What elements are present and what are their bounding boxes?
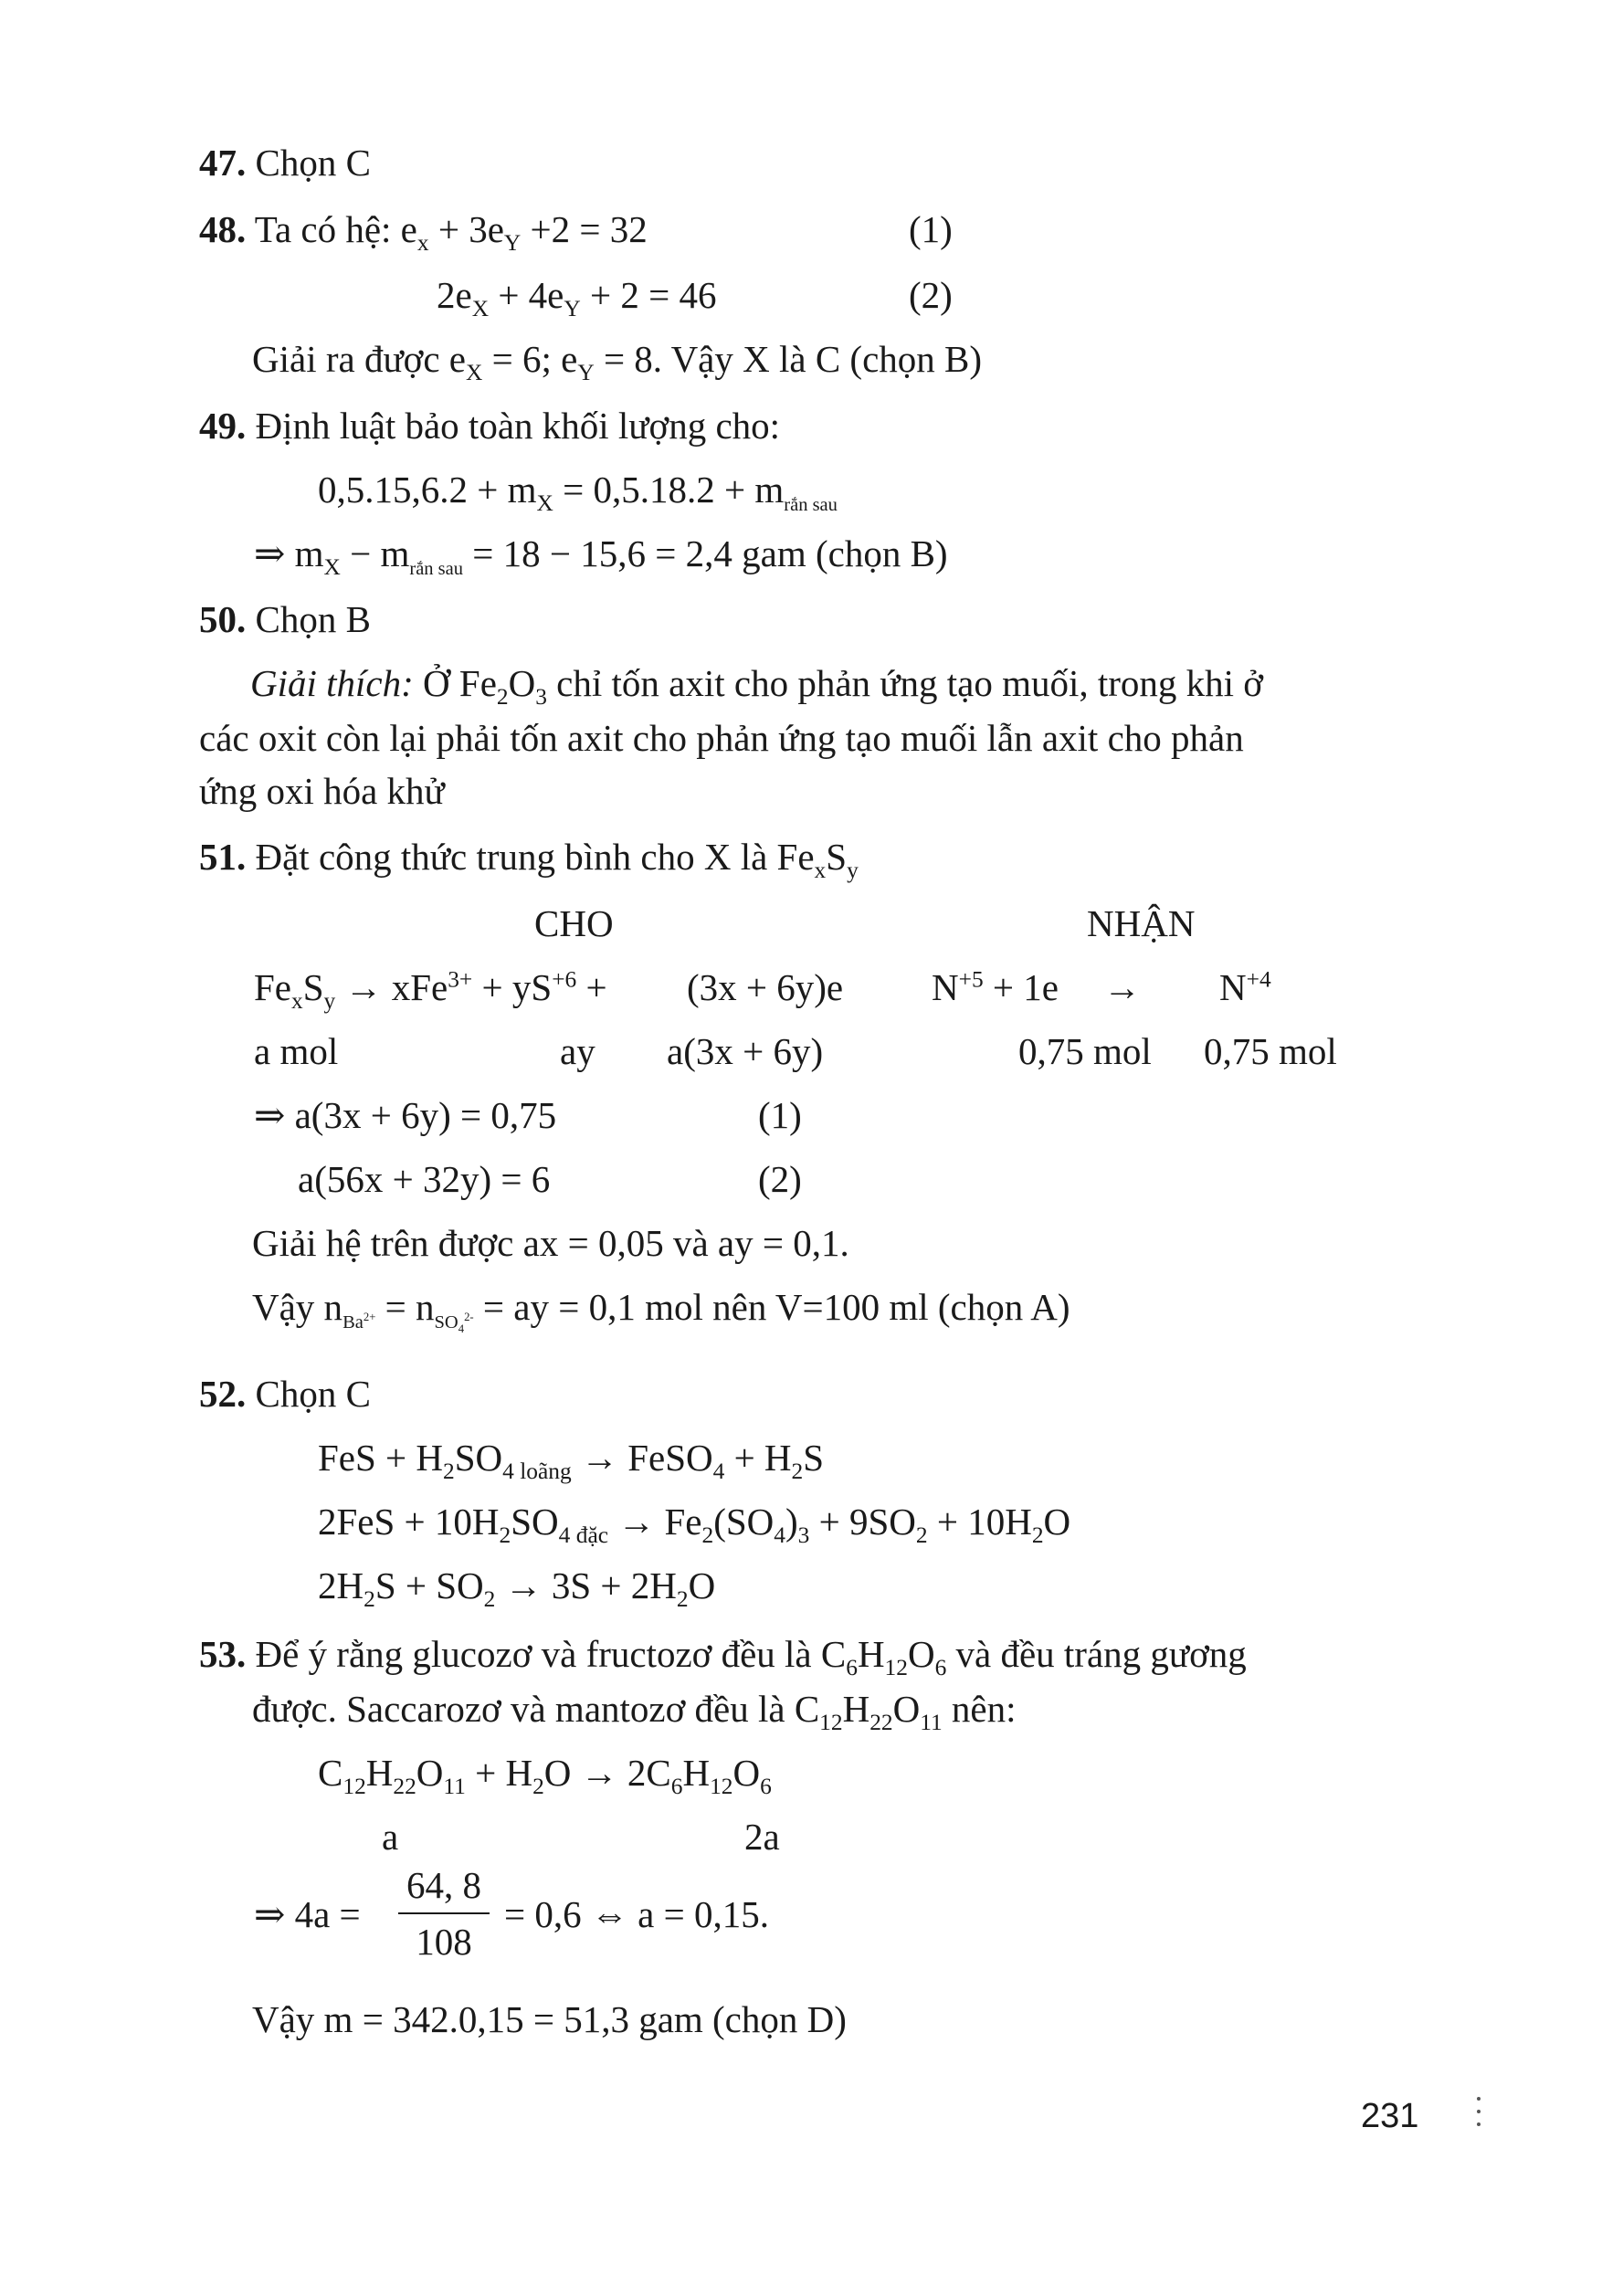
superscript: +4 [1246, 966, 1271, 993]
text: ) [785, 1501, 798, 1543]
subscript [559, 1522, 608, 1548]
item-number: 49. [199, 405, 247, 447]
subscript: 22 [869, 1710, 893, 1736]
arrow: → [1103, 966, 1141, 1008]
item-51-eq-2: a(56x + 32y) = 6 [298, 1158, 551, 1200]
subscript: 11 [920, 1710, 943, 1736]
text: O [1043, 1501, 1071, 1543]
text: H [682, 1752, 711, 1794]
fraction-left: ⇒ 4a = [254, 1893, 361, 1935]
item-number: 48. [199, 208, 247, 250]
subscript: Y [577, 360, 595, 386]
item-text: Chọn C [255, 142, 371, 184]
text: N [932, 966, 959, 1008]
equation-tag: (2) [758, 1158, 802, 1200]
subscript: rắn sau [409, 559, 464, 580]
item-47 [199, 139, 371, 186]
text: SO [454, 1437, 503, 1479]
subscript: 6 [670, 1774, 683, 1800]
text: Vậy n [252, 1286, 343, 1328]
text: H [857, 1633, 885, 1675]
text: + [576, 966, 607, 1008]
item-number: 53. [199, 1633, 247, 1675]
item-51-line-solve: Giải hệ trên được ax = 0,05 và ay = 0,1. [252, 1222, 849, 1264]
subscript: 2 [483, 1586, 496, 1613]
subscript: Y [503, 230, 522, 257]
scan-speck [1477, 2097, 1481, 2101]
text: S [826, 836, 848, 878]
item-52-eq-3 [318, 1562, 716, 1613]
text: O [688, 1564, 716, 1606]
electrons-given: (3x + 6y)e [687, 966, 844, 1008]
subscript: 11 [443, 1774, 466, 1800]
item-48-line-2 [437, 271, 717, 322]
fraction-bar [398, 1912, 490, 1914]
subscript: Y [564, 296, 581, 322]
column-head-give: CHO [534, 902, 614, 944]
mole-electrons: a(3x + 6y) [667, 1030, 824, 1072]
item-48-line-3 [252, 335, 983, 386]
text: = 0,5.18.2 + m [553, 469, 785, 511]
text: Ở Fe [413, 662, 497, 704]
text: nên: [942, 1688, 1017, 1730]
text: (SO [713, 1501, 775, 1543]
subscript: 12 [819, 1710, 843, 1736]
text: Ta có hệ: e [254, 208, 417, 250]
text: H [365, 1752, 394, 1794]
item-53-line-2 [252, 1685, 1017, 1736]
text: → FeSO [571, 1437, 713, 1479]
superscript: +6 [552, 966, 577, 993]
subscript: 6 [934, 1655, 947, 1681]
text: S + SO [374, 1564, 484, 1606]
subscript: X [471, 296, 490, 322]
subscript: 12 [343, 1774, 366, 1800]
text: → Fe [608, 1501, 702, 1543]
text: 2H [318, 1564, 364, 1606]
item-number: 52. [199, 1373, 247, 1415]
text: + H [465, 1752, 533, 1794]
text: O → 2C [543, 1752, 671, 1794]
subscript: 4 [458, 1322, 465, 1336]
subscript: 2 [915, 1522, 928, 1549]
fraction-numerator: 64, 8 [406, 1864, 481, 1906]
text: + 2 = 46 [580, 274, 717, 316]
text: Chọn B [255, 598, 371, 640]
subscript [434, 1311, 474, 1336]
item-number: 47. [199, 142, 247, 184]
text: đặc [575, 1522, 608, 1549]
subscript: 2 [443, 1459, 455, 1485]
text: S [302, 966, 324, 1008]
subscript: 6 [760, 1774, 772, 1800]
text: và đều tráng gương [946, 1633, 1247, 1675]
subscript: 12 [710, 1774, 733, 1800]
subscript: 6 [846, 1655, 858, 1681]
equation-tag: (2) [909, 274, 953, 316]
scan-speck [1477, 2110, 1481, 2113]
text: = n [375, 1286, 435, 1328]
text: loãng [520, 1459, 572, 1485]
text: SO [511, 1501, 559, 1543]
subscript: X [323, 554, 341, 581]
item-52-line-1 [199, 1370, 371, 1417]
item-51-reaction-receive [932, 964, 1059, 1011]
subscript: 3 [535, 684, 547, 711]
item-52-eq-1 [318, 1434, 825, 1485]
item-53-line-1 [199, 1630, 1247, 1681]
text: +2 = 32 [521, 208, 648, 250]
item-48-line-1 [199, 205, 648, 257]
subscript: 4 [712, 1459, 725, 1485]
column-head-receive: NHẬN [1087, 902, 1196, 944]
item-51-line-1 [199, 833, 859, 884]
text: + 10H [927, 1501, 1032, 1543]
item-52-eq-2 [318, 1498, 1071, 1549]
subscript: 2 [1031, 1522, 1044, 1549]
text: 2FeS + 10H [318, 1501, 500, 1543]
subscript: rắn sau [784, 495, 838, 516]
subscript [343, 1312, 375, 1332]
text: C [318, 1752, 343, 1794]
item-51-reaction-give [254, 964, 607, 1015]
subscript: 2 [496, 684, 509, 711]
text: FeS + H [318, 1437, 444, 1479]
text: Đặt công thức trung bình cho X là Fe [255, 836, 815, 878]
text: Ba [343, 1312, 364, 1333]
text: = 8. Vậy X là C (chọn B) [594, 338, 983, 380]
subscript: X [466, 360, 483, 386]
item-49-eq-2 [254, 530, 948, 581]
subscript: 12 [884, 1655, 908, 1681]
subscript: 22 [393, 1774, 416, 1800]
superscript: 2- [464, 1311, 474, 1324]
subscript: 2 [499, 1522, 511, 1549]
text: → 3S + 2H [495, 1564, 677, 1606]
text: + 1e [983, 966, 1059, 1008]
text: + 9SO [809, 1501, 916, 1543]
text: 4 [558, 1522, 571, 1549]
item-53-eq-1 [318, 1749, 772, 1800]
text: N [1219, 966, 1247, 1008]
subscript: y [847, 858, 859, 884]
fraction-denominator: 108 [416, 1921, 472, 1963]
text: 0,5.15,6.2 + m [318, 469, 537, 511]
subscript: 4 [774, 1522, 785, 1549]
text: = 18 − 15,6 = 2,4 gam (chọn B) [463, 532, 948, 574]
text: + 3e [428, 208, 504, 250]
text: O [416, 1752, 444, 1794]
fraction [398, 1861, 490, 1965]
text: + 4e [489, 274, 564, 316]
text: được. Saccarozơ và mantozơ đều là C [252, 1688, 820, 1730]
text: = ay = 0,1 mol nên V=100 ml (chọn A) [473, 1286, 1070, 1328]
item-51-eq-1: ⇒ a(3x + 6y) = 0,75 [254, 1094, 557, 1136]
superscript: 2+ [363, 1311, 376, 1324]
subscript: 2 [364, 1586, 375, 1613]
mole-a: a mol [254, 1030, 339, 1072]
equation-tag: (1) [909, 208, 953, 250]
mole-received: 0,75 mol [1018, 1030, 1152, 1072]
subscript: x [291, 988, 303, 1015]
subscript: X [536, 490, 553, 517]
text: ⇒ m [254, 532, 324, 574]
item-49-eq-1 [318, 466, 838, 517]
text: SO [434, 1312, 458, 1333]
item-50-line-4: ứng oxi hóa khử [199, 770, 445, 812]
item-50-line-2 [250, 659, 1263, 711]
text: O [892, 1688, 921, 1730]
page-number: 231 [1361, 2097, 1419, 2135]
fraction-right: = 0,6 ⇔ a = 0,15. [504, 1893, 769, 1935]
text: Để ý rằng glucozơ và fructozơ đều là C [255, 1633, 847, 1675]
text: → xFe [335, 966, 448, 1008]
text: Fe [254, 966, 291, 1008]
item-number: 50. [199, 598, 247, 640]
subscript: x [416, 230, 429, 257]
text: + H [724, 1437, 792, 1479]
text: O [907, 1633, 935, 1675]
scan-speck [1477, 2122, 1481, 2126]
subscript: x [814, 858, 827, 884]
text: = 6; e [482, 338, 578, 380]
superscript: 3+ [448, 966, 473, 993]
text: 2e [437, 274, 472, 316]
subscript: 2 [676, 1586, 689, 1613]
item-50-line-3: các oxit còn lại phải tốn axit cho phản ứng tạo muối lẫn axit cho phản [199, 717, 1244, 759]
subscript: y [323, 988, 336, 1015]
mole-2a: 2a [744, 1816, 780, 1858]
subscript: 3 [797, 1522, 810, 1549]
mole-a: a [382, 1816, 399, 1858]
text: O [732, 1752, 761, 1794]
item-51-line-result [252, 1283, 1070, 1336]
subscript [502, 1459, 572, 1484]
text: chỉ tốn axit cho phản ứng tạo muối, trong khi ở [546, 662, 1263, 704]
item-50-line-1 [199, 595, 371, 643]
product [1219, 964, 1271, 1011]
text: S [803, 1437, 825, 1479]
text: Định luật bảo toàn khối lượng cho: [255, 405, 781, 447]
text: O [508, 662, 536, 704]
subscript: 2 [791, 1459, 804, 1485]
mole-product: 0,75 mol [1204, 1030, 1337, 1072]
equation-tag: (1) [758, 1094, 802, 1136]
text: − m [340, 532, 410, 574]
mole-ay: ay [560, 1030, 595, 1072]
text: + yS [472, 966, 553, 1008]
text: H [842, 1688, 870, 1730]
superscript: +5 [958, 966, 984, 993]
item-number: 51. [199, 836, 247, 878]
text: 4 [502, 1459, 514, 1485]
text: Chọn C [255, 1373, 371, 1415]
item-53-final: Vậy m = 342.0,15 = 51,3 gam (chọn D) [252, 1998, 847, 2040]
item-49-line-1 [199, 402, 780, 449]
explanation-label: Giải thích: [250, 662, 414, 704]
subscript: 2 [701, 1522, 714, 1549]
text: Giải ra được e [252, 338, 466, 380]
subscript: 2 [532, 1774, 544, 1800]
